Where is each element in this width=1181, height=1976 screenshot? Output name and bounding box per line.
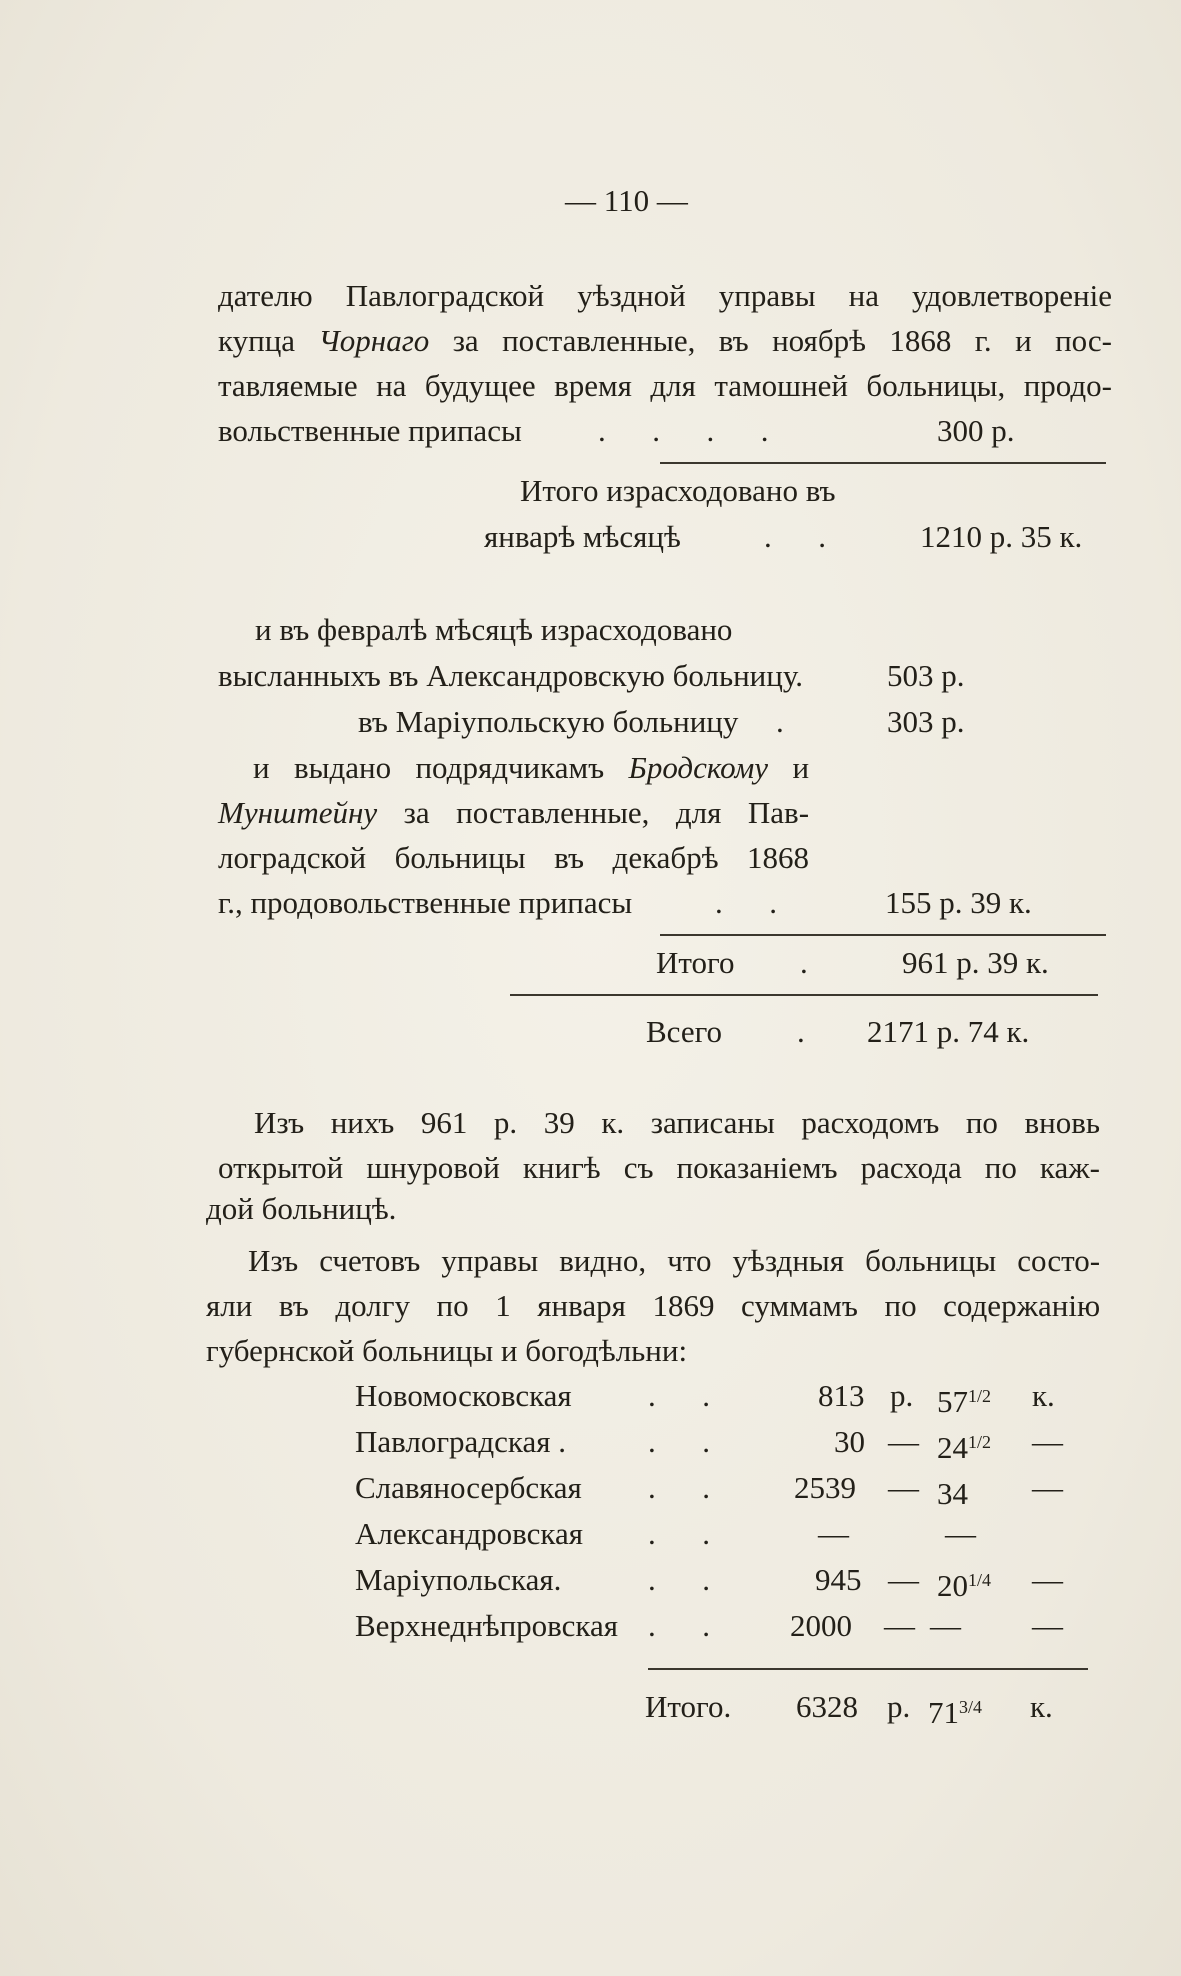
debt-row-unit: к. [1032, 1378, 1055, 1413]
para2-line1: Изъ нихъ 961 р. 39 к. записаны расходомъ по вновь [254, 1105, 1101, 1140]
feb-row2-label: въ Маріупольскую больницу [358, 704, 739, 739]
merchant-name: Чорнаго [318, 323, 430, 358]
total-jan-amount: 1210 р. 35 к. [920, 519, 1083, 554]
divider-rule [648, 1668, 1088, 1670]
grand-total-label: Всего [646, 1014, 723, 1049]
debt-row-rubles: 813 [818, 1378, 865, 1413]
para1-line3: тавляемые на будущее время для тамошней больницы, продо- [218, 368, 1112, 403]
debt-row-kopecks: — [945, 1516, 976, 1551]
total-jan-line2: январѣ мѣсяцѣ [484, 519, 681, 554]
debt-row-rubles: 30 [834, 1424, 865, 1459]
debt-row-rubles: — [818, 1516, 849, 1551]
debt-row-sep: — [888, 1562, 919, 1597]
debt-row-unit: — [1032, 1470, 1063, 1505]
debt-row-kopecks: $20^{1/4}$ [937, 1568, 992, 1603]
debt-row-fraction: 1/2 [968, 1432, 992, 1452]
contractors-line2: Мунштейну за поставленные, для Пав- [218, 795, 810, 830]
contractors-line1: и выдано подрядчикамъ Бродскому и [253, 750, 810, 785]
feb-row1-amount: 503 р. [887, 658, 965, 693]
debt-row-name: Павлоградская . [355, 1424, 566, 1459]
debts-total-sep: р. [887, 1689, 911, 1724]
debts-total-kopecks: $71^{3/4}$ [928, 1695, 983, 1730]
debt-row-rubles: 2539 [794, 1470, 856, 1505]
para1-last-line: вольственные припасы [218, 413, 522, 448]
debt-row-dots: . . [648, 1516, 710, 1551]
feb-intro: и въ февралѣ мѣсяцѣ израсходовано [255, 612, 733, 647]
para3-last-line: губернской больницы и богодѣльни: [206, 1333, 688, 1368]
debt-row-dots: . . [648, 1470, 710, 1505]
para1-amount: 300 р. [937, 413, 1015, 448]
contractors-amount: 155 р. 39 к. [885, 885, 1032, 920]
debt-row-dots: . . [648, 1608, 710, 1643]
debt-row-name: Новомосковская [355, 1378, 572, 1413]
debt-row-kopecks: $57^{1/2}$ [937, 1384, 992, 1419]
debt-row-kopecks: $24^{1/2}$ [937, 1430, 992, 1465]
debts-total-unit: к. [1030, 1689, 1053, 1724]
debt-row-unit: — [1032, 1424, 1063, 1459]
divider-rule [660, 462, 1106, 464]
debt-row-sep: — [884, 1608, 915, 1643]
feb-total-dot: . [800, 945, 808, 980]
contractors-last-line: г., продовольственные припасы [218, 885, 633, 920]
feb-total-amount: 961 р. 39 к. [902, 945, 1049, 980]
debt-row-name: Верхнеднѣпровская [355, 1608, 618, 1643]
total-jan-line1: Итого израсходовано въ [520, 473, 836, 508]
contractors-dots: . . [715, 885, 777, 920]
para3-line2: яли въ долгу по 1 января 1869 суммамъ по содержанію [206, 1288, 1101, 1323]
debt-row-unit: — [1032, 1562, 1063, 1597]
page-number: — 110 — [565, 183, 688, 218]
feb-row2-dot: . [776, 704, 784, 739]
debt-row-sep: р. [890, 1378, 914, 1413]
debt-row-rubles: 945 [815, 1562, 862, 1597]
debt-row-fraction: 1/2 [968, 1386, 992, 1406]
debt-row-rubles: 2000 [790, 1608, 852, 1643]
para1-line2: купца Чорнаго за поставленные, въ ноябрѣ 1868 г. и пос- [218, 323, 1113, 358]
debt-row-dots: . . [648, 1378, 710, 1413]
divider-rule [510, 994, 1098, 996]
debts-total-rubles: 6328 [796, 1689, 858, 1724]
debt-row-name: Маріупольская. [355, 1562, 562, 1597]
debt-row-fraction: 1/4 [968, 1570, 992, 1590]
total-jan-dots: . . [764, 519, 826, 554]
debts-total-label: Итого. [645, 1689, 732, 1724]
debt-row-dots: . . [648, 1424, 710, 1459]
contractors-line3: лоградской больницы въ декабрѣ 1868 [218, 840, 810, 875]
grand-total-amount: 2171 р. 74 к. [867, 1014, 1030, 1049]
debt-row-kopecks: 34 [937, 1476, 968, 1511]
grand-total-dot: . [797, 1014, 805, 1049]
feb-total-label: Итого [656, 945, 735, 980]
para2-last-line: дой больницѣ. [206, 1191, 397, 1226]
divider-rule [660, 934, 1106, 936]
debts-total-fraction: 3/4 [959, 1697, 983, 1717]
para1-dots: . . . . [598, 413, 769, 448]
debt-row-name: Славяносербская [355, 1470, 582, 1505]
para2-line2: открытой шнуровой книгѣ съ показаніемъ расхода по каж- [218, 1150, 1100, 1185]
debt-row-sep: — [888, 1470, 919, 1505]
debt-row-sep: — [888, 1424, 919, 1459]
debt-row-name: Александровская [355, 1516, 583, 1551]
feb-row1-label: высланныхъ въ Александровскую больницу. [218, 658, 804, 693]
debt-row-unit: — [1032, 1608, 1063, 1643]
para1-line1: дателю Павлоградской уѣздной управы на удовлетвореніе [218, 278, 1112, 313]
debt-row-dots: . . [648, 1562, 710, 1597]
para3-line1: Изъ счетовъ управы видно, что уѣздныя больницы состо- [248, 1243, 1101, 1278]
debt-row-kopecks: — [930, 1608, 961, 1643]
feb-row2-amount: 303 р. [887, 704, 965, 739]
